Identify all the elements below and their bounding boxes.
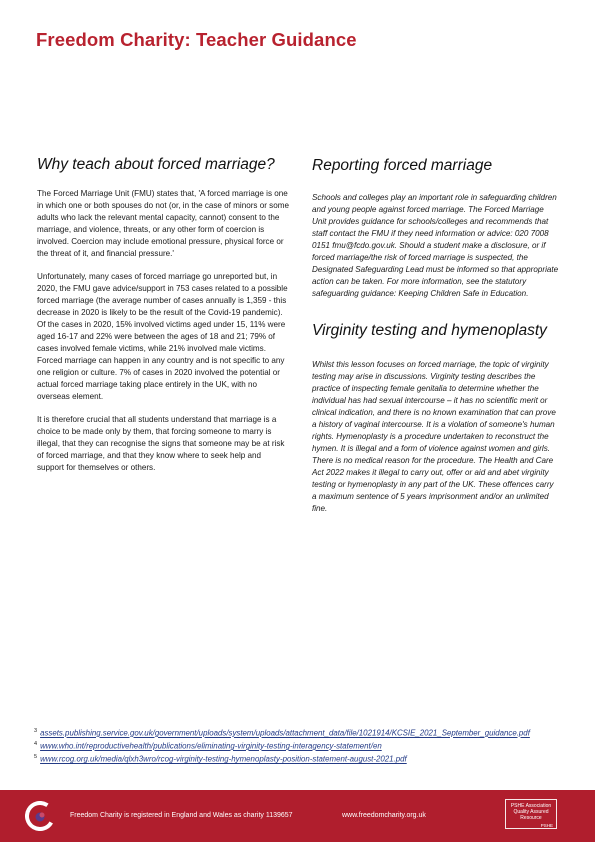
left-column — [37, 156, 289, 474]
footnote-4 — [34, 739, 554, 752]
heading-virginity-testing: Virginity testing and hymenoplasty — [312, 322, 547, 339]
page-footer — [0, 790, 595, 842]
footnote-number: 4 — [34, 741, 38, 748]
pshe-quality-badge-icon — [505, 799, 557, 829]
footnotes — [34, 726, 554, 765]
heading-why-teach: Why teach about forced marriage? — [37, 156, 275, 173]
paragraph-fmu-definition: The Forced Marriage Unit (FMU) states that, 'A forced marriage is one in which one or both spouses do not (or, in the case of minors or some adults who lack the relevant mental capacity, cannot) consent to the marriage, and violence, threats, or any other form of coercion is involved. Coercion may include emotional pressure, physical force or the threat of it, and financial pressure.' — [37, 189, 289, 258]
paragraph-statistics: Unfortunately, many cases of forced marriage go unreported but, in 2020, the FMU gave advice/support in 753 cases related to a possible forced marriage (the average number of cases annually is 1,359 - this decrease in 2020 is likely to be the result of the Covid-19 pandemic). Of the cases in 2020, 15% involved victims aged under 15, 11% were aged 16-17 and 22% were between the ages of 18 and 21; 79% of cases involved female victims, while 21% involved male victims. Forced marriage can happen in any country and is not specific to any one religion or culture. 7% of cases in 2020 involved the potential or actual forced marriage taking place entirely in the UK, with no overseas element. — [37, 272, 288, 401]
footnote-link-rcog[interactable]: www.rcog.org.uk/media/qlxh3wro/rcog-virginity-testing-hymenoplasty-position-statement-august-2021.pdf — [40, 754, 407, 764]
paragraph-importance: It is therefore crucial that all students understand that marriage is a choice to be made only by them, that forcing someone to marry is illegal, that they can recognise the signs that someone may be at risk of forced marriage, and that they know where to seek help and support for themselves or others. — [37, 415, 285, 472]
page-title: Freedom Charity: Teacher Guidance — [36, 29, 357, 50]
footnote-link-who[interactable]: www.who.int/reproductivehealth/publications/eliminating-virginity-testing-interagency-statement/en — [40, 741, 382, 751]
badge-text: PSHE Association Quality Assured Resource — [510, 803, 552, 821]
heading-reporting: Reporting forced marriage — [312, 157, 493, 174]
footer-website-link[interactable]: www.freedomcharity.org.uk — [342, 812, 426, 819]
footnote-number: 3 — [34, 728, 38, 734]
right-column — [312, 156, 560, 515]
badge-pshe-text: PSHE — [540, 823, 553, 828]
charity-registration-text: Freedom Charity is registered in England and Wales as charity 1139657 — [70, 812, 293, 819]
footnote-number: 5 — [34, 754, 38, 761]
footnote-3 — [34, 726, 554, 739]
freedom-charity-logo-icon — [25, 801, 55, 831]
footnote-link-kcsie[interactable]: assets.publishing.service.gov.uk/government/uploads/system/uploads/attachment_data/file/1021914/KCSIE_2021_September_guidance.pdf — [40, 728, 530, 738]
paragraph-reporting: Schools and colleges play an important role in safeguarding children and young people against forced marriage. The Forced Marriage Unit provides guidance for schools/colleges and recommends that staff contact the FMU if they need information or advice: 020 7008 0151 fmu@fcdo.gov.uk. Should a student make a disclosure, or if forced marriage/the risk of forced marriage is suspected, the Designated Safeguarding Lead must be informed so that appropriate action can be taken. For more information, see the statutory safeguarding guidance: Keeping Children Safe in Education. — [312, 193, 559, 298]
footnote-5 — [34, 752, 554, 765]
paragraph-virginity-testing: Whilst this lesson focuses on forced marriage, the topic of virginity testing may arise in discussions. Virginity testing describes the practice of inspecting female genitalia to determine whether the individual has had sexual intercourse – it has no scientific merit or clinical indication, and there is no known examination that can prove a history of vaginal intercourse. It is a violation of someone's human rights. Hymenoplasty is a procedure undertaken to reconstruct the hymen. It is illegal and a form of violence against women and girls. There is no medical reason for the procedure. The Health and Care Act 2022 makes it illegal to carry out, offer or aid and abet virginity testing or hymenoplasty in any part of the UK. These offences carry a maximum sentence of 5 years imprisonment and/or an unlimited fine. — [312, 360, 556, 513]
